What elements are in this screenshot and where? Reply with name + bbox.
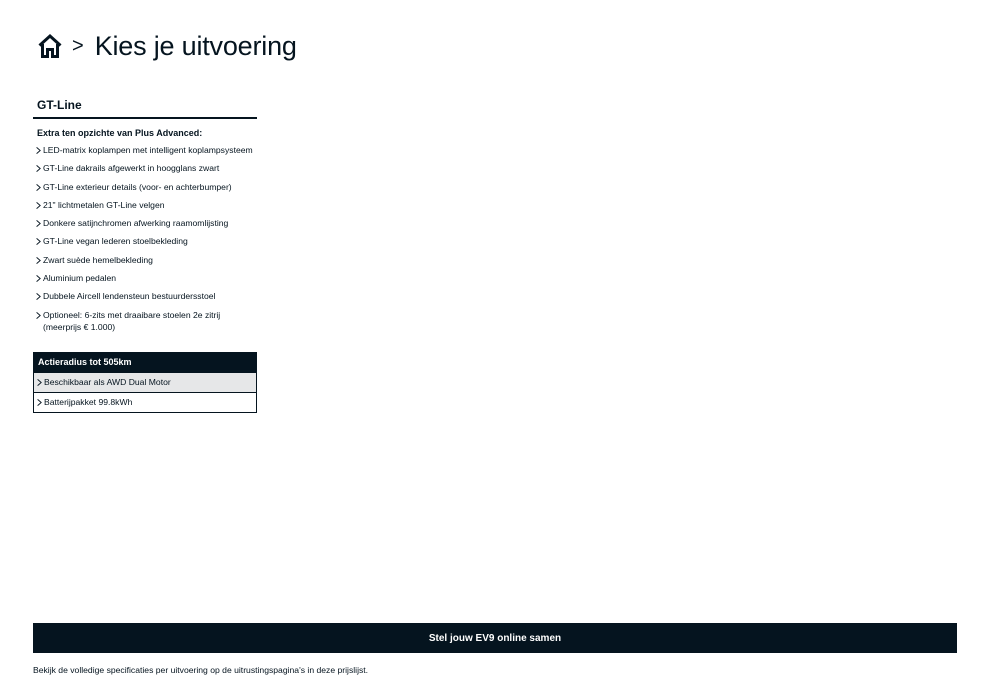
chevron-right-icon — [37, 379, 42, 386]
spec-text: Batterijpakket 99.8kWh — [44, 397, 133, 407]
spec-row — [34, 392, 256, 412]
spec-row — [34, 372, 256, 392]
chevron-right-icon — [36, 238, 41, 245]
page-title: Kies je uitvoering — [94, 31, 297, 61]
chevron-right-icon — [36, 220, 41, 227]
feature-item — [33, 144, 257, 156]
feature-text: Dubbele Aircell lendensteun bestuurdersstoel — [43, 291, 216, 302]
range-spec-table — [33, 352, 257, 413]
chevron-right-icon — [36, 293, 41, 300]
feature-list — [33, 144, 257, 333]
footnote: Bekijk de volledige specificaties per uitvoering op de uitrustingspagina's in deze prijslijst. — [33, 665, 369, 675]
feature-text: Aluminium pedalen — [43, 273, 117, 284]
trim-panel — [33, 98, 257, 339]
spec-text: Beschikbaar als AWD Dual Motor — [44, 377, 171, 387]
breadcrumb-separator: > — [72, 35, 84, 57]
chevron-right-icon — [36, 257, 41, 264]
breadcrumb — [37, 30, 297, 62]
feature-item — [33, 290, 257, 302]
extras-heading: Extra ten opzichte van Plus Advanced: — [37, 128, 203, 138]
trim-name: GT-Line — [33, 98, 257, 119]
home-icon[interactable] — [37, 33, 63, 59]
feature-item — [33, 309, 248, 333]
feature-text: GT-Line vegan lederen stoelbekleding — [43, 236, 188, 247]
chevron-right-icon — [36, 202, 41, 209]
configure-online-button[interactable] — [33, 623, 957, 653]
feature-item — [33, 199, 257, 211]
range-heading: Actieradius tot 505km — [34, 353, 256, 372]
feature-text: Optioneel: 6-zits met draaibare stoelen 2e zitrij (meerprijs € 1.000) — [43, 309, 221, 332]
feature-text: 21" lichtmetalen GT-Line velgen — [43, 199, 165, 210]
feature-text: GT-Line exterieur details (voor- en achterbumper) — [43, 181, 232, 192]
feature-text: Donkere satijnchromen afwerking raamomlijsting — [43, 218, 229, 229]
feature-item — [33, 272, 257, 284]
feature-item — [33, 235, 257, 247]
chevron-right-icon — [36, 275, 41, 282]
chevron-right-icon — [37, 399, 42, 406]
feature-text: LED-matrix koplampen met intelligent koplampsysteem — [43, 145, 253, 155]
cta-label: Stel jouw EV9 online samen — [428, 632, 562, 644]
feature-item — [33, 162, 257, 174]
chevron-right-icon — [36, 184, 41, 191]
feature-item — [33, 217, 257, 229]
feature-text: Zwart suède hemelbekleding — [43, 254, 153, 265]
chevron-right-icon — [36, 312, 41, 319]
feature-item — [33, 254, 257, 266]
feature-item — [33, 181, 257, 193]
chevron-right-icon — [36, 165, 41, 172]
feature-text: GT-Line dakrails afgewerkt in hoogglans zwart — [43, 163, 220, 174]
chevron-right-icon — [36, 147, 41, 154]
